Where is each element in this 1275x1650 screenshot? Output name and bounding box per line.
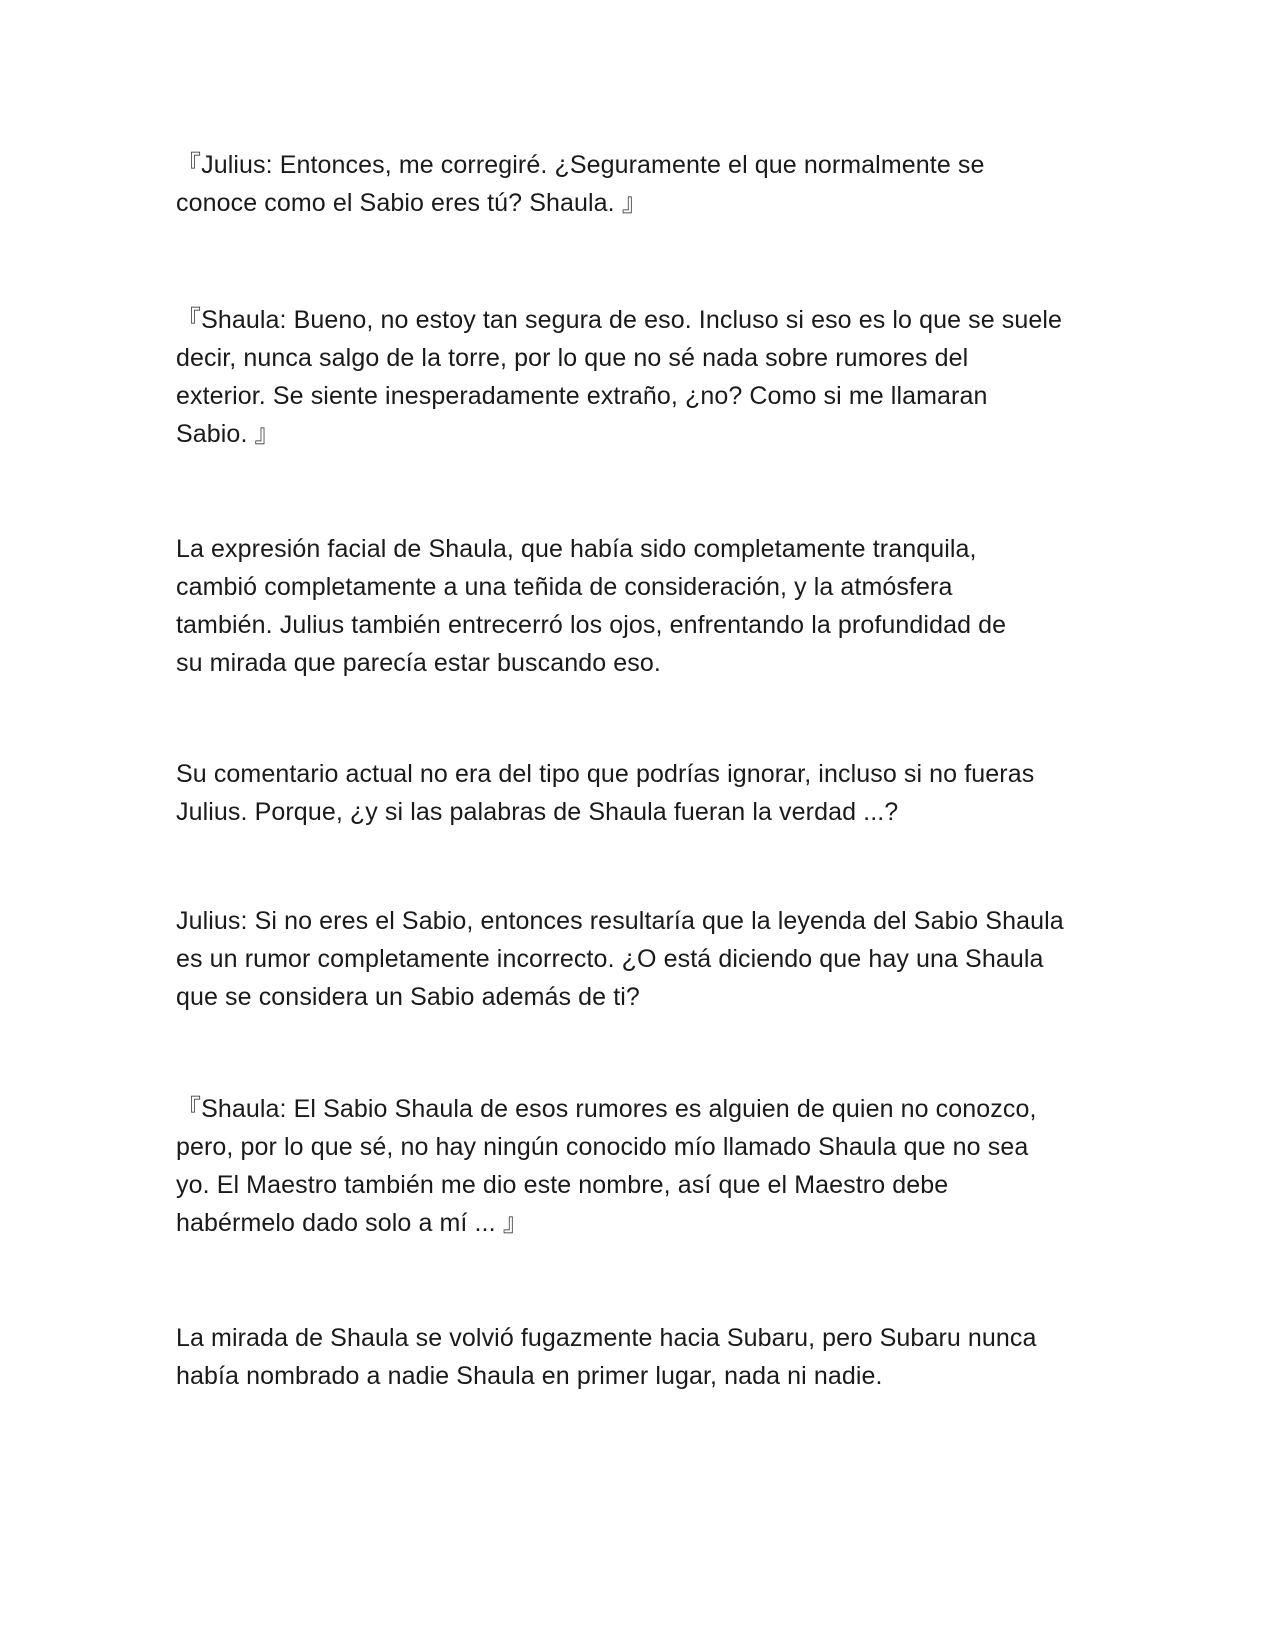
text-line: 『Shaula: El Sabio Shaula de esos rumores es alguien de quien no conozco, bbox=[176, 1095, 1037, 1123]
text-line: también. Julius también entrecerró los ojos, enfrentando la profundidad de bbox=[176, 611, 1007, 639]
text-line: es un rumor completamente incorrecto. ¿O está diciendo que hay una Shaula bbox=[176, 945, 1044, 973]
text-line: pero, por lo que sé, no hay ningún conocido mío llamado Shaula que no sea bbox=[176, 1133, 1029, 1161]
paragraph-shaula-expression bbox=[176, 530, 1096, 682]
text-line: decir, nunca salgo de la torre, por lo que no sé nada sobre rumores del bbox=[176, 344, 969, 372]
text-line: su mirada que parecía estar buscando eso. bbox=[176, 649, 661, 677]
paragraph-shaula-gaze bbox=[176, 1319, 1096, 1395]
paragraph-shaula-master bbox=[176, 1090, 1096, 1242]
text-line: Su comentario actual no era del tipo que podrías ignorar, incluso si no fueras bbox=[176, 760, 1035, 788]
text-line: habérmelo dado solo a mí ... 』 bbox=[176, 1209, 528, 1237]
text-line: que se considera un Sabio además de ti? bbox=[176, 983, 640, 1011]
paragraph-shaula-reply bbox=[176, 301, 1096, 453]
text-line: Julius: Si no eres el Sabio, entonces resultaría que la leyenda del Sabio Shaula bbox=[176, 907, 1064, 935]
paragraph-comment-truth bbox=[176, 755, 1096, 831]
text-line: cambió completamente a una teñida de consideración, y la atmósfera bbox=[176, 573, 953, 601]
text-line: 『Shaula: Bueno, no estoy tan segura de eso. Incluso si eso es lo que se suele bbox=[176, 306, 1063, 334]
text-line: conoce como el Sabio eres tú? Shaula. 』 bbox=[176, 189, 647, 217]
text-line: Sabio. 』 bbox=[176, 420, 280, 448]
text-line: exterior. Se siente inesperadamente extraño, ¿no? Como si me llamaran bbox=[176, 382, 988, 410]
text-line: Julius. Porque, ¿y si las palabras de Shaula fueran la verdad ...? bbox=[176, 798, 899, 826]
paragraph-julius-correction bbox=[176, 146, 1096, 222]
text-line: yo. El Maestro también me dio este nombre, así que el Maestro debe bbox=[176, 1171, 949, 1199]
paragraph-julius-question bbox=[176, 902, 1096, 1016]
text-line: La expresión facial de Shaula, que había sido completamente tranquila, bbox=[176, 535, 977, 563]
text-line: La mirada de Shaula se volvió fugazmente hacia Subaru, pero Subaru nunca bbox=[176, 1324, 1037, 1352]
text-line: 『Julius: Entonces, me corregiré. ¿Seguramente el que normalmente se bbox=[176, 151, 985, 179]
text-line: había nombrado a nadie Shaula en primer lugar, nada ni nadie. bbox=[176, 1362, 883, 1390]
